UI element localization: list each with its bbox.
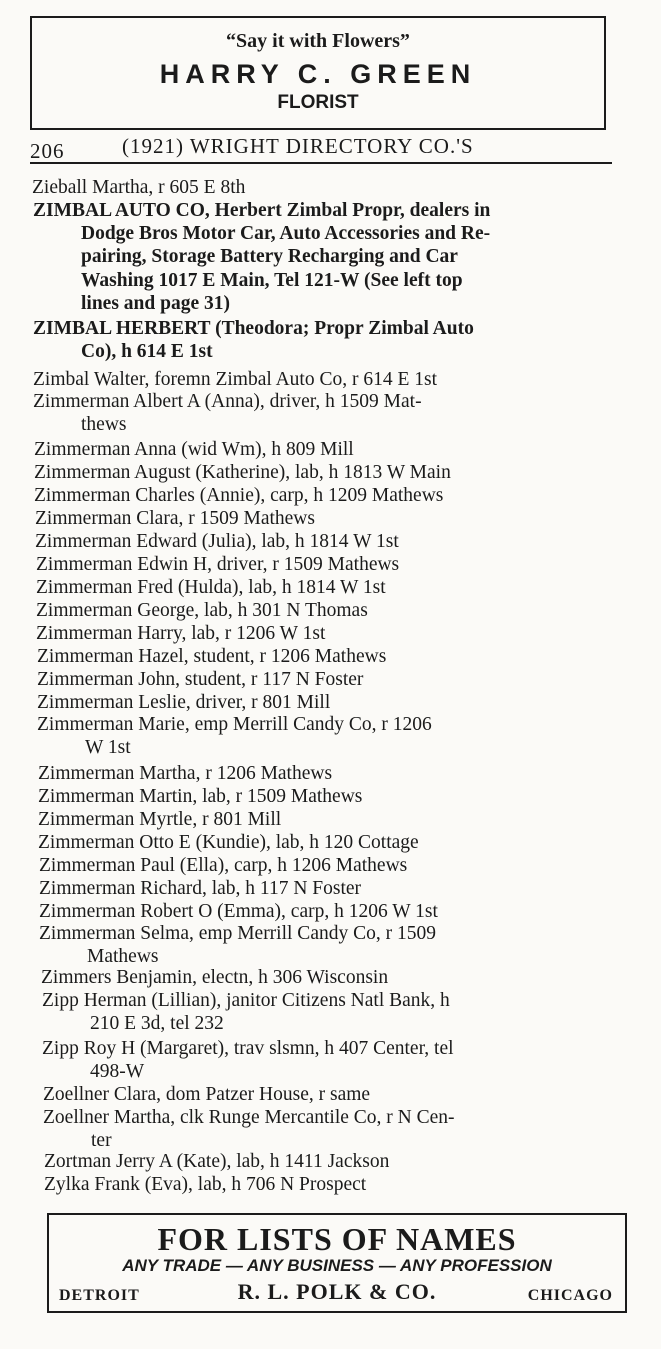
entry-line: Zoellner Martha, clk Runge Mercantile Co, r N Cen-: [43, 1107, 455, 1128]
ad-heading: FOR LISTS OF NAMES: [157, 1221, 517, 1257]
directory-entry: [43, 1106, 628, 1152]
entry-line: Zimmerman Robert O (Emma), carp, h 1206 W 1st: [39, 901, 438, 922]
entry-line: Zimbal Walter, foremn Zimbal Auto Co, r 614 E 1st: [33, 369, 438, 390]
entry-line: Zimmerman Selma, emp Merrill Candy Co, r 1509: [39, 923, 436, 944]
entry-line: Mathews: [87, 946, 159, 968]
entry-line: Zimmerman Albert A (Anna), driver, h 1509 Mat-: [33, 391, 422, 412]
directory-entry: [32, 176, 617, 199]
entry-line: Zipp Herman (Lillian), janitor Citizens Natl Bank, h: [42, 990, 450, 1011]
directory-entry: [41, 966, 626, 989]
running-title: (1921) WRIGHT DIRECTORY CO.'S: [122, 134, 474, 158]
entry-line: Zimmerman Paul (Ella), carp, h 1206 Mathews: [39, 855, 408, 876]
entry-line: Zimmerman Anna (wid Wm), h 809 Mill: [34, 439, 354, 460]
ad-publisher: R. L. POLK & CO.: [237, 1279, 437, 1304]
entry-line: Zimmerman August (Katherine), lab, h 1813 W Main: [34, 462, 451, 483]
directory-entry: [33, 390, 618, 436]
entry-line: Zimmerman Martin, lab, r 1509 Mathews: [38, 786, 363, 807]
directory-entry: [36, 622, 621, 645]
directory-entry: [34, 438, 619, 461]
directory-entry: [44, 1173, 629, 1196]
entry-line: Zimmerman Leslie, driver, r 801 Mill: [37, 692, 331, 713]
directory-entry: [36, 576, 621, 599]
entry-line: lines and page 31): [81, 292, 230, 314]
ad-business-name: HARRY C. GREEN: [159, 59, 477, 89]
entry-line: Zimmerman Edward (Julia), lab, h 1814 W 1st: [35, 531, 399, 552]
entry-line: Zieball Martha, r 605 E 8th: [32, 177, 246, 198]
ad-city-right: CHICAGO: [527, 1287, 613, 1304]
directory-entry: [38, 808, 623, 831]
entry-line: Zimmerman Fred (Hulda), lab, h 1814 W 1st: [36, 577, 386, 598]
directory-entry: [39, 877, 624, 900]
entry-line: Zimmers Benjamin, electn, h 306 Wisconsin: [41, 967, 389, 988]
entry-line: Zimmerman Hazel, student, r 1206 Mathews: [37, 646, 387, 667]
directory-entry: [35, 530, 620, 553]
directory-entry: [42, 989, 627, 1035]
directory-entry: [37, 668, 622, 691]
directory-entry: [35, 507, 620, 530]
entry-line: Co), h 614 E 1st: [81, 341, 213, 363]
entry-line: ZIMBAL HERBERT (Theodora; Propr Zimbal Auto: [33, 318, 474, 339]
ad-trade: FLORIST: [277, 92, 359, 113]
entry-line: Zimmerman Charles (Annie), carp, h 1209 Mathews: [34, 485, 444, 506]
directory-entry: [38, 785, 623, 808]
entry-line: Zimmerman Edwin H, driver, r 1509 Mathews: [36, 554, 400, 575]
entry-line: Zimmerman Clara, r 1509 Mathews: [35, 508, 315, 529]
entry-line: Zimmerman Otto E (Kundie), lab, h 120 Cottage: [38, 832, 419, 853]
ad-slogan: “Say it with Flowers”: [226, 30, 410, 52]
bottom-advertisement: [47, 1213, 627, 1313]
entry-line: Zimmerman Marie, emp Merrill Candy Co, r 1206: [37, 714, 432, 735]
entry-line: Zylka Frank (Eva), lab, h 706 N Prospect: [44, 1174, 367, 1195]
entry-line: Zimmerman Richard, lab, h 117 N Foster: [39, 878, 362, 899]
directory-entry: [38, 831, 623, 854]
entry-line: 498-W: [90, 1061, 145, 1083]
entry-line: ZIMBAL AUTO CO, Herbert Zimbal Propr, dealers in: [33, 200, 491, 221]
entry-line: thews: [81, 414, 127, 436]
entry-line: 210 E 3d, tel 232: [90, 1013, 224, 1035]
directory-entry: [37, 713, 622, 759]
entry-line: Zimmerman Martha, r 1206 Mathews: [38, 763, 333, 784]
entry-line: Zortman Jerry A (Kate), lab, h 1411 Jackson: [44, 1151, 390, 1172]
directory-entry: [36, 599, 621, 622]
directory-entry: [36, 553, 621, 576]
directory-entry: [37, 691, 622, 714]
entry-line: Zoellner Clara, dom Patzer House, r same: [43, 1084, 371, 1105]
entry-line: ter: [91, 1130, 112, 1152]
directory-entry: [37, 645, 622, 668]
directory-entry: [39, 854, 624, 877]
ad-subheading: ANY TRADE — ANY BUSINESS — ANY PROFESSION: [122, 1256, 552, 1275]
directory-entry: [33, 199, 618, 315]
directory-entry: [43, 1083, 628, 1106]
entry-line: Zimmerman Myrtle, r 801 Mill: [38, 809, 282, 830]
entry-line: Dodge Bros Motor Car, Auto Accessories and Re-: [81, 223, 491, 245]
directory-entry: [34, 484, 619, 507]
entry-line: Washing 1017 E Main, Tel 121-W (See left top: [81, 269, 463, 291]
directory-entry: [33, 317, 618, 363]
directory-entry: [33, 368, 618, 391]
directory-entry: [38, 762, 623, 785]
entry-line: Zimmerman John, student, r 117 N Foster: [37, 669, 364, 690]
directory-entry: [34, 461, 619, 484]
page-number: 206: [30, 139, 65, 163]
entry-line: W 1st: [85, 737, 131, 759]
ad-footer: [49, 1279, 625, 1305]
entry-line: Zimmerman George, lab, h 301 N Thomas: [36, 600, 368, 621]
ad-city-left: DETROIT: [59, 1287, 140, 1304]
entry-line: pairing, Storage Battery Recharging and Car: [81, 246, 458, 268]
directory-entry: [44, 1150, 629, 1173]
directory-entry: [39, 900, 624, 923]
entry-line: Zipp Roy H (Margaret), trav slsmn, h 407 Center, tel: [42, 1038, 454, 1059]
directory-entry: [39, 922, 624, 968]
directory-entry: [42, 1037, 627, 1083]
entry-line: Zimmerman Harry, lab, r 1206 W 1st: [36, 623, 326, 644]
